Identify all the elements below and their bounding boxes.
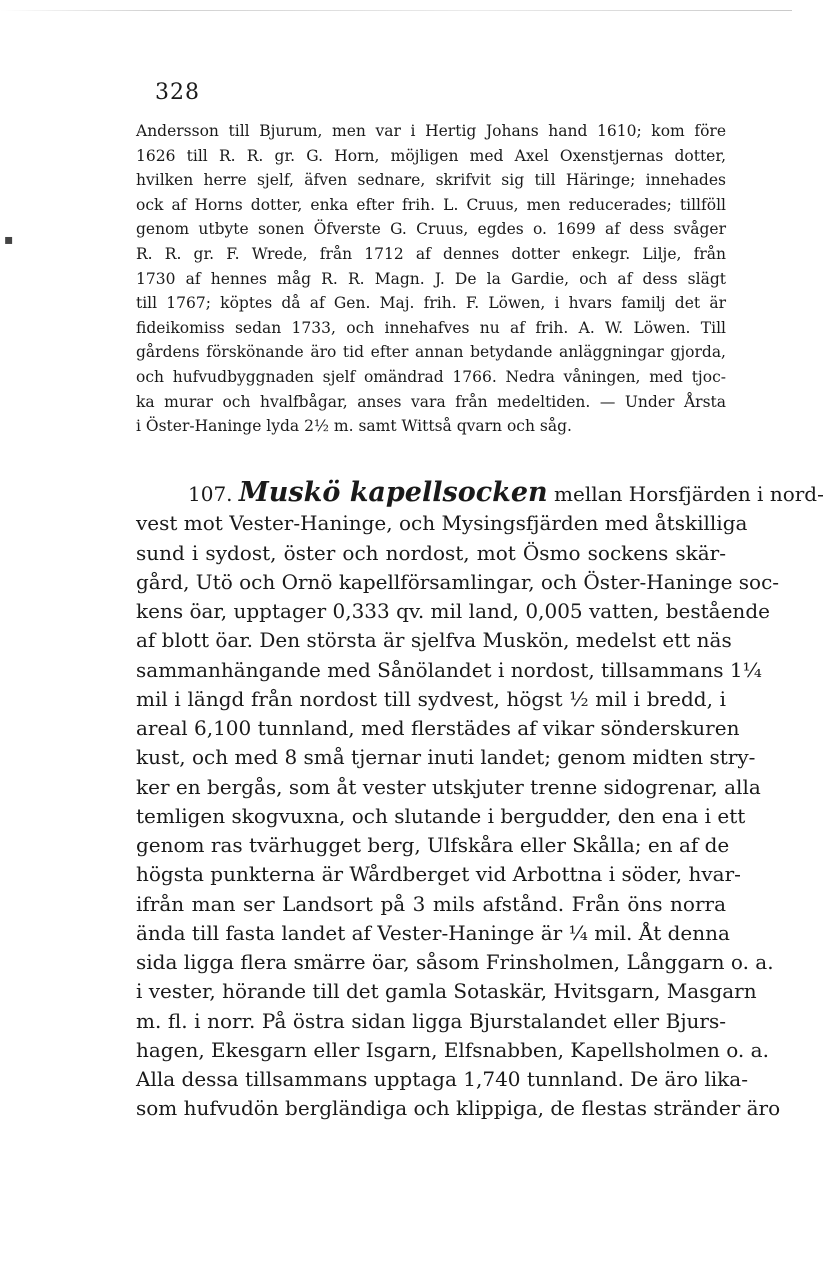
top-line: ka murar och hvalfbågar, anses vara från medeltiden. — Under Årsta xyxy=(136,392,726,411)
top-line: gårdens förskönande äro tid efter annan betydande anläggningar gjorda, xyxy=(136,343,726,362)
section-first-line xyxy=(136,477,824,509)
section-first-line-rest: mellan Horsfjärden i nord- xyxy=(554,482,824,506)
top-paragraph xyxy=(136,119,726,439)
section-107 xyxy=(136,477,824,1124)
section-line: Alla dessa tillsammans upptaga 1,740 tunnland. De äro lika- xyxy=(136,1067,748,1091)
section-line: ker en bergås, som åt vester utskjuter trenne sidogrenar, alla xyxy=(136,774,761,799)
section-line: gård, Utö och Ornö kapellförsamlingar, och Öster-Haninge soc- xyxy=(136,569,780,594)
section-line: ända till fasta landet af Vester-Haninge är ¼ mil. Åt denna xyxy=(136,920,730,945)
top-line: 1730 af hennes måg R. R. Magn. J. De la Gardie, och af dess slägt xyxy=(136,269,726,288)
section-line: genom ras tvärhugget berg, Ulfskåra eller Skålla; en af de xyxy=(136,833,730,857)
section-line: ifrån man ser Landsort på 3 mils afstånd. Från öns norra xyxy=(136,891,726,916)
section-line: kens öar, upptager 0,333 qv. mil land, 0,005 vatten, bestående xyxy=(136,599,770,623)
top-line: i Öster-Haninge lyda 2½ m. samt Wittså qvarn och såg. xyxy=(136,417,572,436)
section-line: sund i sydost, öster och nordost, mot Ösmo sockens skär- xyxy=(136,540,726,565)
top-line: ock af Horns dotter, enka efter frih. L. Cruus, men reducerades; tillföll xyxy=(136,195,726,214)
top-line: och hufvudbyggnaden sjelf omändrad 1766. Nedra våningen, med tjoc- xyxy=(136,367,726,386)
section-line: hagen, Ekesgarn eller Isgarn, Elfsnabben, Kapellsholmen o. a. xyxy=(136,1037,769,1062)
top-line: hvilken herre sjelf, äfven sednare, skrifvit sig till Häringe; innehades xyxy=(136,171,726,190)
section-line: som hufvudön bergländiga och klippiga, de flestas stränder äro xyxy=(136,1096,781,1121)
section-line: af blott öar. Den största är sjelfva Muskön, medelst ett näs xyxy=(136,628,732,653)
section-line: m. fl. i norr. På östra sidan ligga Bjurstalandet eller Bjurs- xyxy=(136,1008,726,1033)
page-number: 328 xyxy=(155,80,200,105)
top-line: R. R. gr. F. Wrede, från 1712 af dennes dotter enkegr. Lilje, från xyxy=(136,244,726,263)
section-body xyxy=(136,509,781,1123)
section-line: areal 6,100 tunnland, med flerstädes af vikar sönderskuren xyxy=(136,716,740,740)
top-line: fideikomiss sedan 1733, och innehafves nu af frih. A. W. Löwen. Till xyxy=(136,318,726,337)
section-line: sammanhängande med Sånölandet i nordost, tillsammans 1¼ xyxy=(136,657,762,682)
section-line: högsta punkterna är Wårdberget vid Arbottna i söder, hvar- xyxy=(136,862,741,887)
section-number: 107. xyxy=(188,482,233,506)
top-line: till 1767; köptes då af Gen. Maj. frih. F. Löwen, i hvars familj det är xyxy=(136,294,726,313)
section-line: temligen skogvuxna, och slutande i bergudder, den ena i ett xyxy=(136,803,746,828)
page-edge-line xyxy=(0,10,792,11)
margin-mark: ▪ xyxy=(4,232,14,248)
top-line: Andersson till Bjurum, men var i Hertig Johans hand 1610; kom före xyxy=(136,122,726,140)
top-line: 1626 till R. R. gr. G. Horn, möjligen med Axel Oxenstjernas dotter, xyxy=(136,146,726,165)
section-line: vest mot Vester-Haninge, och Mysingsfjärden med åtskilliga xyxy=(136,511,748,536)
section-line: sida ligga flera smärre öar, såsom Frinsholmen, Långgarn o. a. xyxy=(136,950,774,974)
section-line: mil i längd från nordost till sydvest, högst ½ mil i bredd, i xyxy=(136,686,726,711)
section-line: kust, och med 8 små tjernar inuti landet; genom midten stry- xyxy=(136,745,756,770)
section-line: i vester, hörande till det gamla Sotaskär, Hvitsgarn, Masgarn xyxy=(136,979,757,1004)
section-title: Muskö kapellsocken xyxy=(238,477,548,508)
top-line: genom utbyte sonen Öfverste G. Cruus, egdes o. 1699 af dess svåger xyxy=(136,220,726,239)
